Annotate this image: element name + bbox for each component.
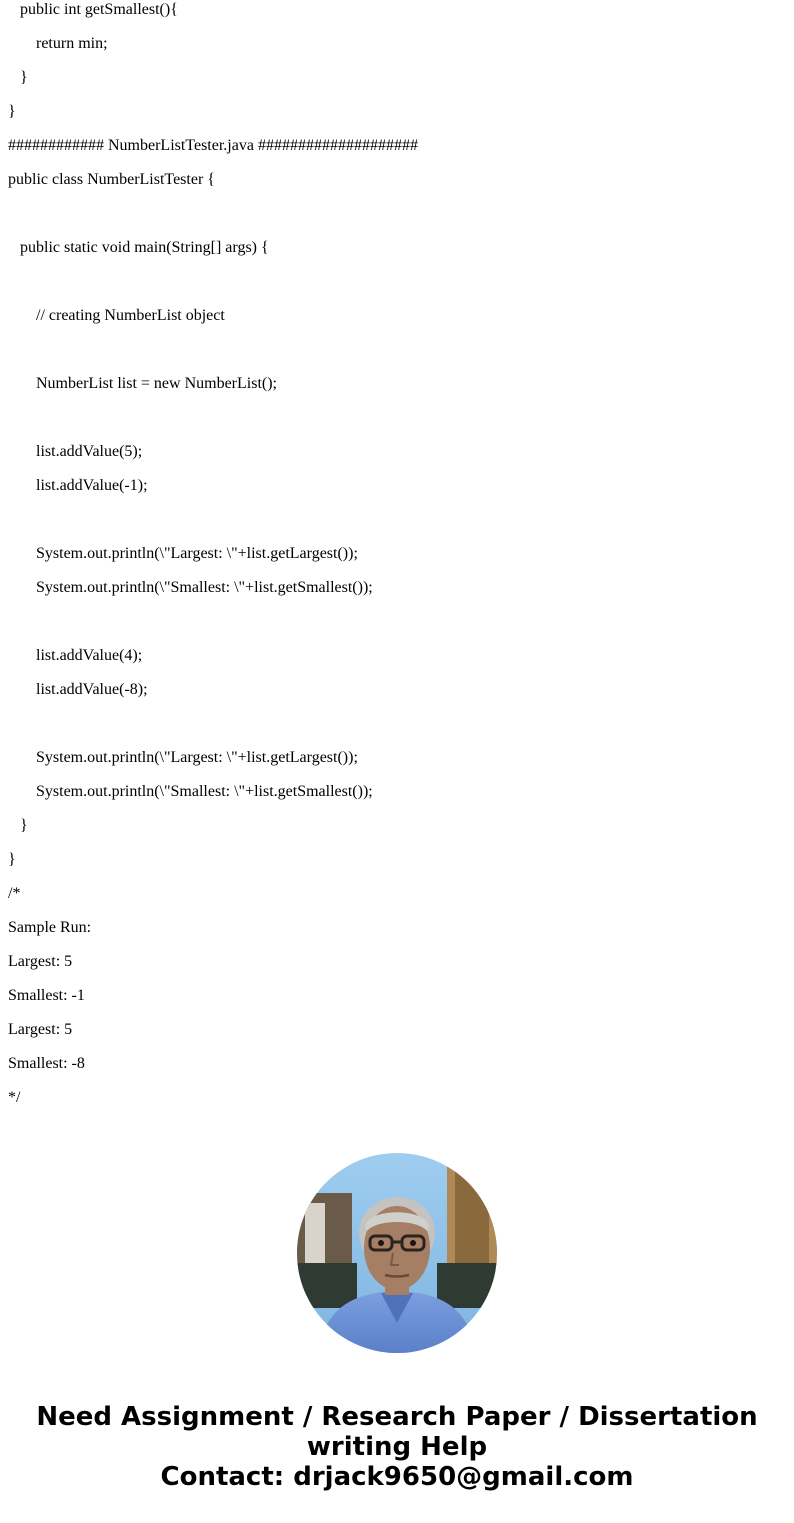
code-line: list.addValue(-1); [36, 477, 148, 494]
code-line: System.out.println(\"Smallest: \"+list.getSmallest()); [36, 783, 373, 800]
code-line: list.addValue(-8); [36, 681, 148, 698]
code-listing [8, 0, 788, 1115]
promo-headline: Need Assignment / Research Paper / Dissertation [36, 1402, 758, 1432]
sample-run-label: Sample Run: [8, 919, 92, 936]
code-line: } [20, 817, 28, 834]
code-line: public int getSmallest(){ [20, 1, 178, 18]
blank-line [8, 401, 788, 435]
author-avatar [297, 1153, 497, 1353]
blank-line [8, 605, 788, 639]
promo-banner [0, 1402, 794, 1492]
code-line: } [8, 103, 16, 120]
blank-line [8, 197, 788, 231]
file-separator-heading: ############ NumberListTester.java #################### [8, 137, 418, 154]
blank-line [8, 503, 788, 537]
comment-close: */ [8, 1089, 21, 1106]
code-line: NumberList list = new NumberList(); [36, 375, 277, 392]
blank-line [8, 265, 788, 299]
code-line: System.out.println(\"Largest: \"+list.getLargest()); [36, 749, 358, 766]
sample-output-line: Smallest: -8 [8, 1055, 85, 1072]
code-line: } [20, 69, 28, 86]
code-line: public class NumberListTester { [8, 171, 215, 188]
code-line: } [8, 851, 16, 868]
blank-line [8, 707, 788, 741]
code-line: public static void main(String[] args) { [20, 239, 269, 256]
promo-headline-continued: writing Help [306, 1432, 488, 1462]
code-line: System.out.println(\"Smallest: \"+list.getSmallest()); [36, 579, 373, 596]
sample-output-line: Smallest: -1 [8, 987, 85, 1004]
code-line: return min; [36, 35, 108, 52]
code-line: System.out.println(\"Largest: \"+list.getLargest()); [36, 545, 358, 562]
sample-output-line: Largest: 5 [8, 953, 73, 970]
code-line: list.addValue(5); [36, 443, 143, 460]
code-comment: // creating NumberList object [36, 307, 225, 324]
code-line: list.addValue(4); [36, 647, 143, 664]
promo-contact-email: Contact: drjack9650@gmail.com [160, 1462, 634, 1492]
blank-line [8, 333, 788, 367]
comment-open: /* [8, 885, 21, 902]
portrait-photo [297, 1153, 497, 1353]
sample-output-line: Largest: 5 [8, 1021, 73, 1038]
